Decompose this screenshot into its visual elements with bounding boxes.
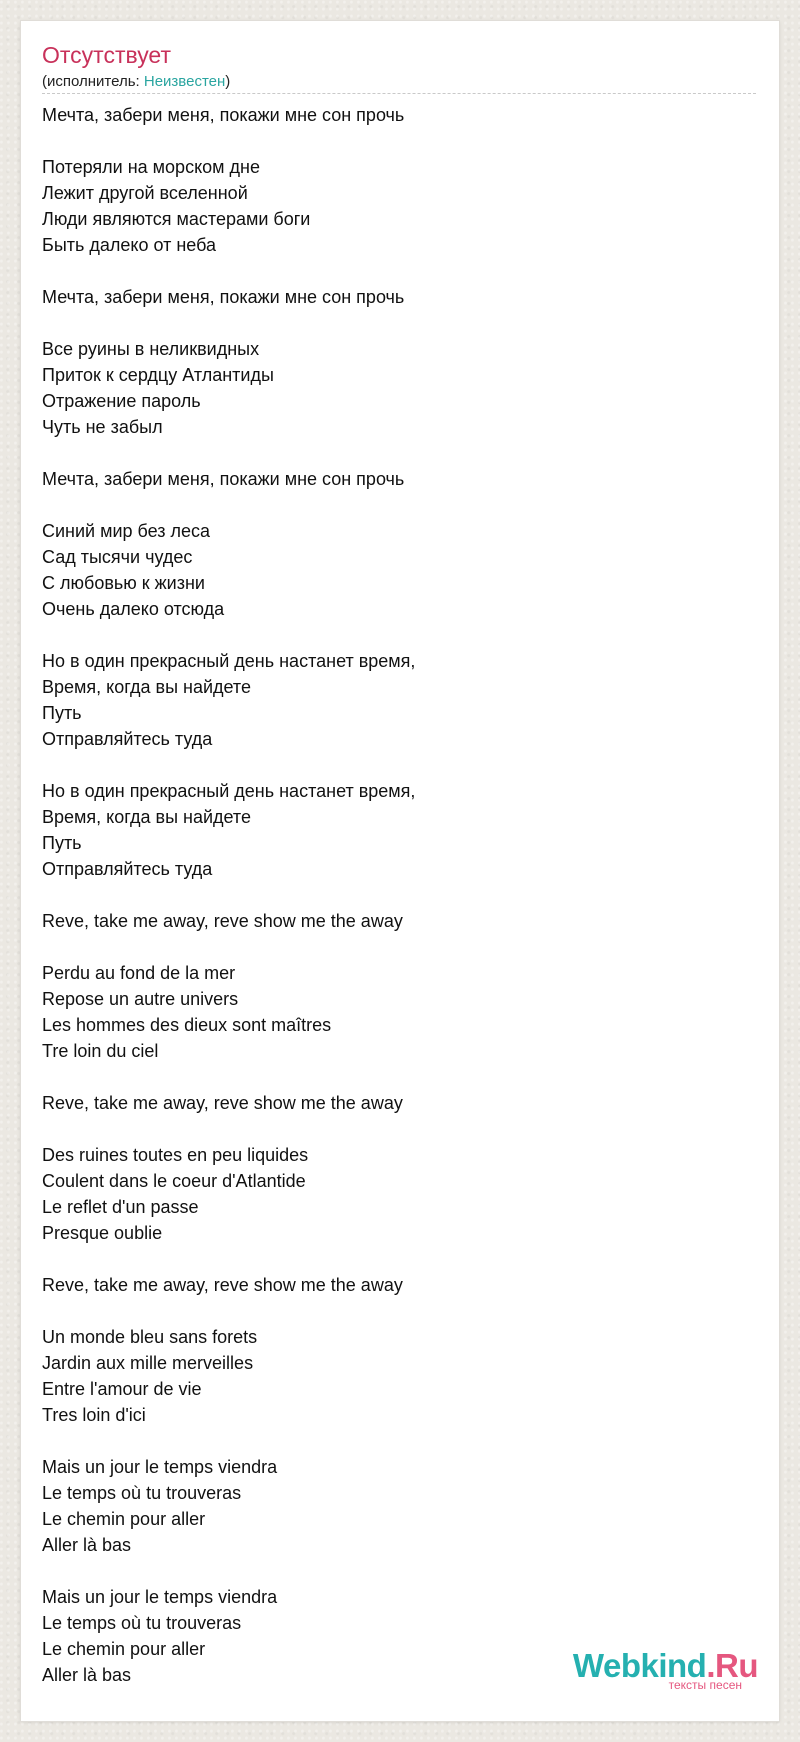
- lyric-line: Чуть не забыл: [42, 417, 163, 437]
- lyrics-stanza: [42, 1324, 756, 1428]
- lyric-line: Reve, take me away, reve show me the away: [42, 911, 403, 931]
- lyric-line: Le chemin pour aller: [42, 1509, 206, 1529]
- lyrics-stanza: [42, 466, 756, 492]
- lyrics-stanza: [42, 1454, 756, 1558]
- lyric-line: Entre l'amour de vie: [42, 1379, 202, 1399]
- lyric-line: Люди являются мастерами боги: [42, 209, 311, 229]
- lyric-line: Время, когда вы найдете: [42, 807, 251, 827]
- lyric-line: Un monde bleu sans forets: [42, 1327, 258, 1347]
- lyric-line: Путь: [42, 703, 82, 723]
- lyric-line: Мечта, забери меня, покажи мне сон прочь: [42, 105, 405, 125]
- lyric-line: Mais un jour le temps viendra: [42, 1587, 278, 1607]
- artist-link[interactable]: Неизвестен: [143, 73, 226, 90]
- lyrics-stanza: [42, 960, 756, 1064]
- lyric-line: Мечта, забери меня, покажи мне сон прочь: [42, 469, 405, 489]
- lyrics-card: [21, 21, 779, 1721]
- lyric-line: Reve, take me away, reve show me the away: [42, 1275, 403, 1295]
- lyric-line: Tre loin du ciel: [42, 1041, 159, 1061]
- lyrics-stanza: [42, 648, 756, 752]
- lyrics-stanza: [42, 102, 756, 128]
- lyric-line: Отправляйтесь туда: [42, 729, 213, 749]
- lyric-line: Сад тысячи чудес: [42, 547, 193, 567]
- lyric-line: Les hommes des dieux sont maîtres: [42, 1015, 332, 1035]
- lyrics-stanza: [42, 1090, 756, 1116]
- lyric-line: Но в один прекрасный день настанет время,: [42, 781, 416, 801]
- logo-name: Webkind: [572, 1647, 707, 1684]
- lyric-line: Le temps où tu trouveras: [42, 1613, 242, 1633]
- lyrics-body: [42, 102, 756, 1714]
- artist-prefix: (исполнитель:: [42, 73, 144, 90]
- logo-tld: .Ru: [706, 1647, 758, 1684]
- lyric-line: Reve, take me away, reve show me the away: [42, 1093, 403, 1113]
- lyrics-stanza: [42, 1272, 756, 1298]
- lyrics-stanza: [42, 778, 756, 882]
- lyric-line: Perdu au fond de la mer: [42, 963, 236, 983]
- lyric-line: Но в один прекрасный день настанет время,: [42, 651, 416, 671]
- lyric-line: Le reflet d'un passe: [42, 1197, 199, 1217]
- lyric-line: Repose un autre univers: [42, 989, 239, 1009]
- lyric-line: Aller là bas: [42, 1665, 132, 1685]
- lyric-line: Le temps où tu trouveras: [42, 1483, 242, 1503]
- logo-tagline: тексты песен: [668, 1678, 742, 1692]
- lyrics-stanza: [42, 336, 756, 440]
- lyric-line: Aller là bas: [42, 1535, 132, 1555]
- artist-line: [42, 72, 230, 92]
- lyric-line: Время, когда вы найдете: [42, 677, 251, 697]
- lyric-line: Приток к сердцу Атлантиды: [42, 365, 274, 385]
- lyric-line: Все руины в неликвидных: [42, 339, 260, 359]
- lyric-line: Tres loin d'ici: [42, 1405, 146, 1425]
- lyric-line: Отражение пароль: [42, 391, 201, 411]
- lyric-line: Jardin aux mille merveilles: [42, 1353, 254, 1373]
- lyric-line: Лежит другой вселенной: [42, 183, 248, 203]
- lyrics-stanza: [42, 284, 756, 310]
- lyric-line: Des ruines toutes en peu liquides: [42, 1145, 309, 1165]
- lyric-line: Coulent dans le coeur d'Atlantide: [42, 1171, 306, 1191]
- lyric-line: Mais un jour le temps viendra: [42, 1457, 278, 1477]
- lyrics-stanza: [42, 154, 756, 258]
- lyrics-stanza: [42, 518, 756, 622]
- artist-suffix: ): [225, 73, 231, 90]
- lyrics-stanza: [42, 1142, 756, 1246]
- lyric-line: Путь: [42, 833, 82, 853]
- lyric-line: Быть далеко от неба: [42, 235, 217, 255]
- lyric-line: Потеряли на морском дне: [42, 157, 260, 177]
- lyric-line: С любовью к жизни: [42, 573, 205, 593]
- lyric-line: Мечта, забери меня, покажи мне сон прочь: [42, 287, 405, 307]
- lyrics-stanza: [42, 908, 756, 934]
- lyric-line: Le chemin pour aller: [42, 1639, 206, 1659]
- site-logo[interactable]: [573, 1649, 758, 1691]
- lyric-line: Presque oublie: [42, 1223, 163, 1243]
- song-title: Отсутствует: [42, 42, 171, 68]
- lyric-line: Синий мир без леса: [42, 521, 211, 541]
- title-divider: [42, 93, 756, 94]
- lyric-line: Очень далеко отсюда: [42, 599, 225, 619]
- lyric-line: Отправляйтесь туда: [42, 859, 213, 879]
